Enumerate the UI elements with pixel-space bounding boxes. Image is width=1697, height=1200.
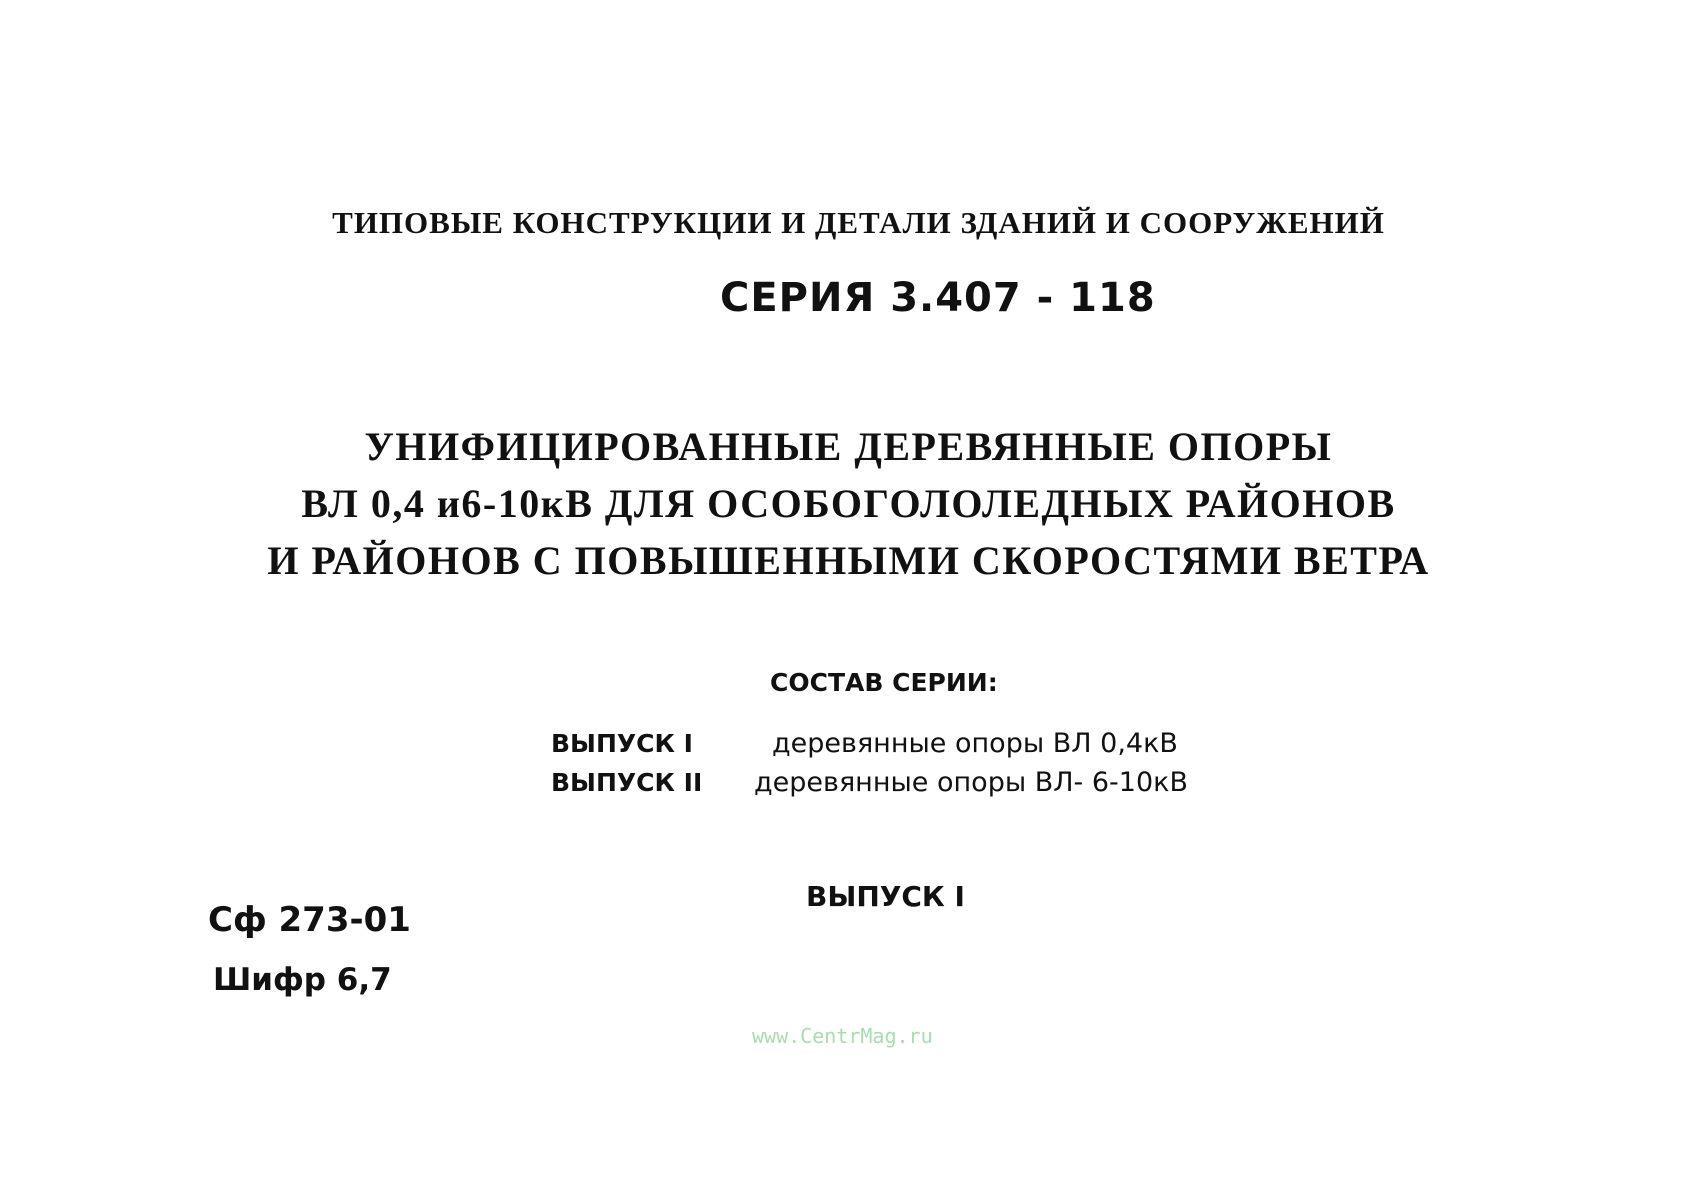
issue-label: ВЫПУСК II: [551, 768, 703, 797]
watermark: www.CentrMag.ru: [752, 1024, 933, 1048]
collection-header: ТИПОВЫЕ КОНСТРУКЦИИ И ДЕТАЛИ ЗДАНИЙ И СООРУЖЕНИЙ: [332, 205, 1385, 240]
issue-label: ВЫПУСК I: [551, 729, 693, 758]
document-title: [0, 418, 1697, 589]
document-code: Сф 273-01: [208, 900, 411, 940]
issue-list-item: [551, 728, 1178, 759]
title-line-3: И РАЙОНОВ С ПОВЫШЕННЫМИ СКОРОСТЯМИ ВЕТРА: [267, 538, 1430, 583]
issue-description: деревянные опоры ВЛ- 6-10кВ: [754, 767, 1188, 798]
series-number: СЕРИЯ 3.407 - 118: [720, 275, 1156, 321]
series-composition-label: СОСТАВ СЕРИИ:: [770, 668, 998, 697]
issue-list-item: [551, 767, 1188, 798]
title-line-1: УНИФИЦИРОВАННЫЕ ДЕРЕВЯННЫЕ ОПОРЫ: [364, 424, 1333, 469]
document-cipher: Шифр 6,7: [213, 962, 392, 998]
title-line-2: ВЛ 0,4 и6-10кВ ДЛЯ ОСОБОГОЛОЛЕДНЫХ РАЙОНОВ: [301, 481, 1396, 526]
current-issue-label: ВЫПУСК I: [806, 880, 965, 913]
issue-description: деревянные опоры ВЛ 0,4кВ: [772, 728, 1178, 759]
